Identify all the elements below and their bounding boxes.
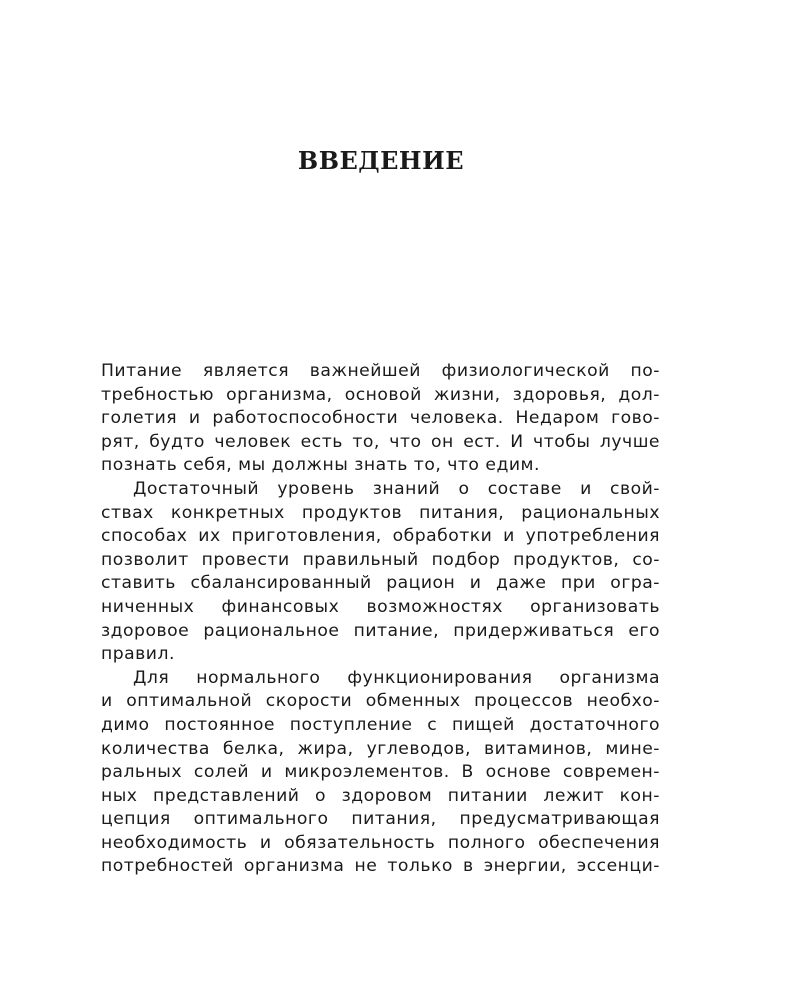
text-line: здоровое рациональное питание, придерживаться его xyxy=(101,620,660,641)
chapter-title: ВВЕДЕНИЕ xyxy=(297,146,465,175)
text-line: и оптимальной скорости обменных процессов необхо- xyxy=(101,691,660,712)
text-line: позволит провести правильный подбор продуктов, со- xyxy=(101,549,660,570)
text-line: цепция оптимального питания, предусматривающая xyxy=(101,809,660,830)
paragraph-2 xyxy=(101,478,660,667)
text-line: необходимость и обязательность полного обеспечения xyxy=(101,832,660,853)
text-line: потребностей организма не только в энергии, эссенци- xyxy=(101,856,660,877)
text-line: Питание является важнейшей физиологической по- xyxy=(101,361,660,381)
text-line: Достаточный уровень знаний о составе и свой- xyxy=(133,478,660,499)
text-line: ных представлений о здоровом питании лежит кон- xyxy=(101,785,660,806)
text-line: способах их приготовления, обработки и употребления xyxy=(101,526,660,547)
chapter-body xyxy=(101,360,660,879)
text-line: димо постоянное поступление с пищей достаточного xyxy=(101,714,660,735)
text-line: голетия и работоспособности человека. Недаром гово- xyxy=(101,408,660,429)
paragraph-3 xyxy=(101,667,660,879)
text-line: ставить сбалансированный рацион и даже при огра- xyxy=(101,573,660,594)
text-line: требностью организма, основой жизни, здоровья, дол- xyxy=(101,384,660,405)
paragraph-1 xyxy=(101,360,660,478)
text-line: Для нормального функционирования организма xyxy=(133,667,660,688)
text-line: ствах конкретных продуктов питания, рациональных xyxy=(101,502,660,523)
text-line: ральных солей и микроэлементов. В основе современ- xyxy=(101,762,660,783)
text-line: познать себя, мы должны знать то, что едим. xyxy=(101,455,540,476)
text-line: правил. xyxy=(101,644,175,665)
text-line: рят, будто человек есть то, что он ест. И чтобы лучше xyxy=(101,431,660,452)
text-line: ниченных финансовых возможностях организовать xyxy=(101,596,660,617)
text-line: количества белка, жира, углеводов, витаминов, мине- xyxy=(101,738,660,759)
